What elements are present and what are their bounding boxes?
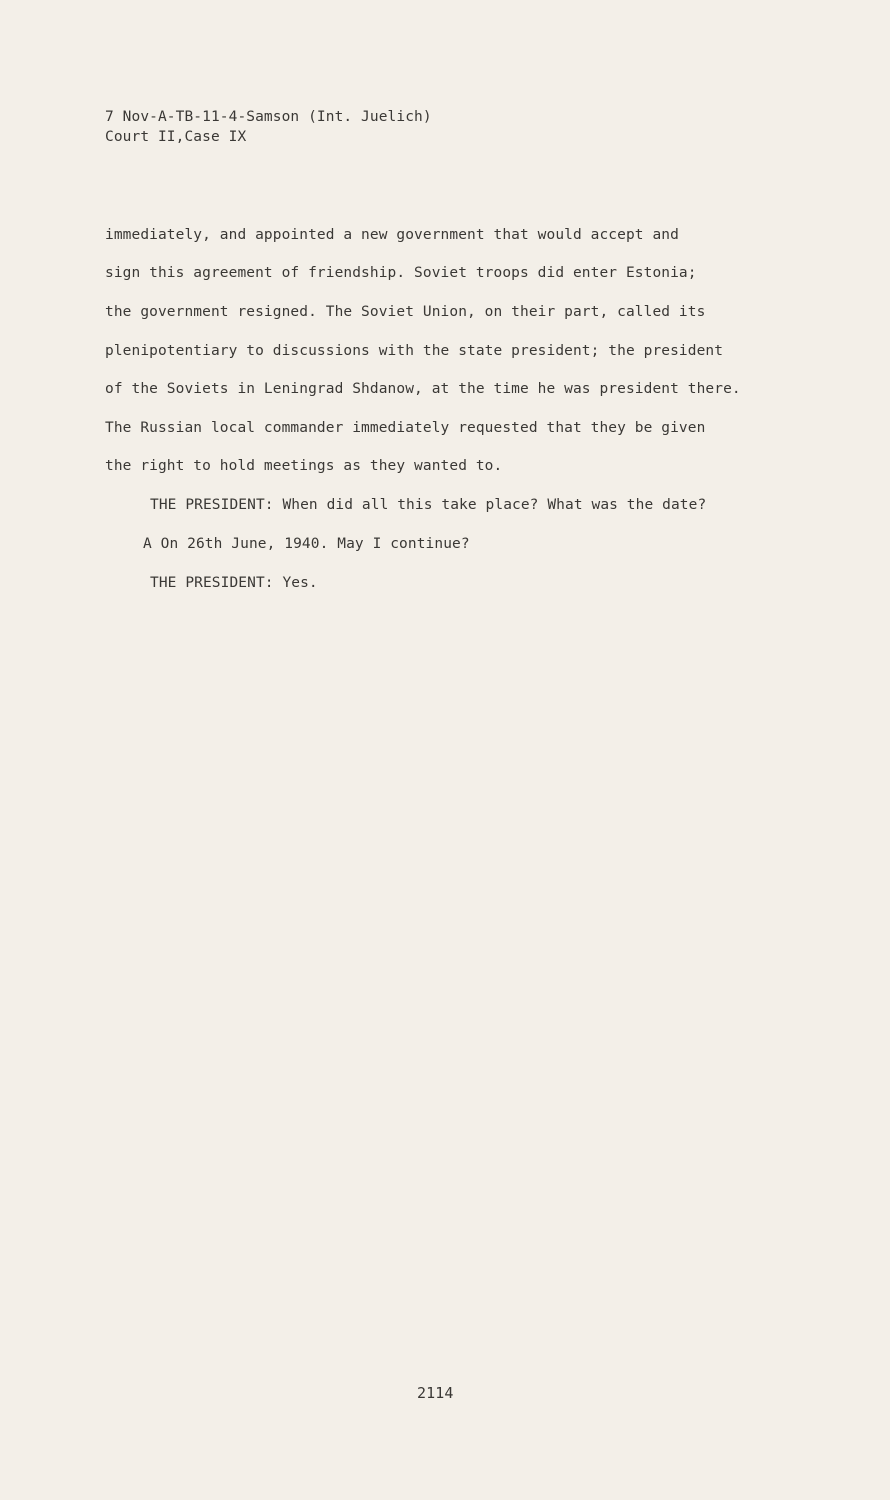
speaker-line: THE PRESIDENT: Yes. [150,575,318,591]
body-line: sign this agreement of friendship. Soviet troops did enter Estonia; [105,265,697,281]
body-line: the government resigned. The Soviet Union, on their part, called its [105,304,706,320]
body-line: immediately, and appointed a new government that would accept and [105,227,679,243]
header-reference: 7 Nov-A-TB-11-4-Samson (Int. Juelich) [105,109,432,125]
page-number: 2114 [417,1384,454,1402]
body-line: plenipotentiary to discussions with the state president; the president [105,343,724,359]
body-line: of the Soviets in Leningrad Shdanow, at the time he was president there. [105,381,741,397]
answer-line: A On 26th June, 1940. May I continue? [143,536,470,552]
speaker-line: THE PRESIDENT: When did all this take place? What was the date? [150,497,707,513]
body-line: The Russian local commander immediately requested that they be given [105,420,706,436]
body-line: the right to hold meetings as they wanted to. [105,458,503,474]
header-court: Court II,Case IX [105,129,247,145]
